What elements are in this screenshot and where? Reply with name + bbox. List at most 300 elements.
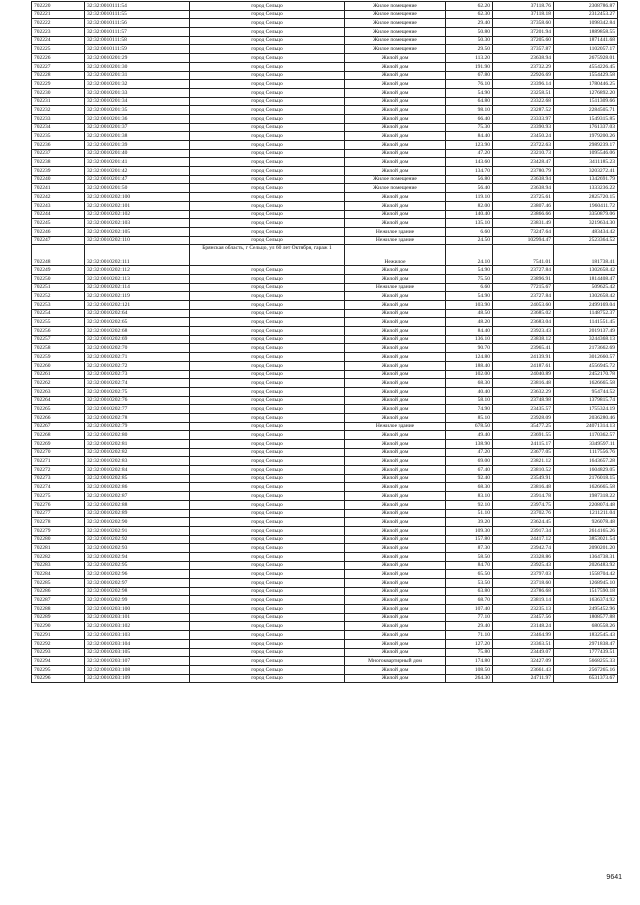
cell-row-number: 702285	[32, 579, 85, 588]
cell-object-type: Жилой дом	[345, 561, 446, 570]
cell-area: 143.60	[446, 158, 493, 167]
cell-cadastral-number: 32:32:0010203:105	[85, 648, 190, 657]
cell-cadastral-number: 32:32:0010202:96	[85, 570, 190, 579]
cell-object-type: Жилой дом	[345, 622, 446, 631]
cell-address: город Сельцо	[190, 71, 345, 80]
cell-cadastral-number: 32:32:0010202:69	[85, 335, 190, 344]
cell-address: город Сельцо	[190, 353, 345, 362]
cell-address: город Сельцо	[190, 292, 345, 301]
cell-unit-value: 23786.68	[493, 587, 554, 596]
cell-row-number: 702247	[32, 236, 85, 245]
table-row	[32, 28, 618, 37]
cell-cadastral-value: 1511309.66	[554, 97, 618, 106]
cell-object-type: Жилой дом	[345, 141, 446, 150]
cell-cadastral-value: 680558.26	[554, 622, 618, 631]
cell-cadastral-value: 24071314.13	[554, 422, 618, 431]
table-row	[32, 370, 618, 379]
cell-address: город Сельцо	[190, 36, 345, 45]
cell-object-type: Жилой дом	[345, 88, 446, 97]
cell-area: 140.40	[446, 210, 493, 219]
cell-area: 56.80	[446, 175, 493, 184]
cell-area: 29.40	[446, 19, 493, 28]
cell-cadastral-value: 3219634.30	[554, 219, 618, 228]
cell-cadastral-value: 1342691.79	[554, 175, 618, 184]
cell-address: город Сельцо	[190, 500, 345, 509]
cell-cadastral-value: 1987318.22	[554, 492, 618, 501]
cell-object-type: Жилой дом	[345, 674, 446, 683]
cell-address: город Сельцо	[190, 396, 345, 405]
cell-cadastral-value: 509625.42	[554, 283, 618, 292]
cell-unit-value: 23632.29	[493, 387, 554, 396]
cell-address: город Сельцо	[190, 301, 345, 310]
table-row	[32, 210, 618, 219]
cell-unit-value: 23258.51	[493, 88, 554, 97]
cell-unit-value: 23287.52	[493, 106, 554, 115]
cell-area: 92.40	[446, 474, 493, 483]
cell-object-type: Жилое помещение	[345, 10, 446, 19]
cell-area: 65.50	[446, 570, 493, 579]
cell-cadastral-value: 3244368.13	[554, 335, 618, 344]
cell-object-type: Жилой дом	[345, 335, 446, 344]
cell-unit-value: 23328.86	[493, 552, 554, 561]
cell-row-number: 702273	[32, 474, 85, 483]
cell-unit-value: 23727.84	[493, 292, 554, 301]
cell-object-type: Жилой дом	[345, 318, 446, 327]
cell-address: город Сельцо	[190, 561, 345, 570]
cell-address: город Сельцо	[190, 518, 345, 527]
cell-area: 134.70	[446, 167, 493, 176]
table-row	[32, 570, 618, 579]
table-row	[32, 648, 618, 657]
cell-cadastral-number: 32:32:0010202:64	[85, 309, 190, 318]
cell-address: город Сельцо	[190, 579, 345, 588]
cell-address: город Сельцо	[190, 2, 345, 11]
cell-area: 47.20	[446, 448, 493, 457]
table-row	[32, 88, 618, 97]
cell-object-type: Жилой дом	[345, 613, 446, 622]
cell-unit-value: 23838.12	[493, 335, 554, 344]
cell-address: город Сельцо	[190, 413, 345, 422]
cell-unit-value: 32427.09	[493, 657, 554, 666]
cell-object-type: Жилой дом	[345, 474, 446, 483]
cell-unit-value: 77215.67	[493, 283, 554, 292]
cell-area: 6.60	[446, 227, 493, 236]
cell-unit-value: 23428.47	[493, 158, 554, 167]
cell-object-type: Многоквартирный дом	[345, 657, 446, 666]
table-row	[32, 587, 618, 596]
cell-address: город Сельцо	[190, 175, 345, 184]
cell-cadastral-number: 32:32:0010202:100	[85, 193, 190, 202]
cell-unit-value: 23685.02	[493, 309, 554, 318]
table-row	[32, 36, 618, 45]
table-row	[32, 158, 618, 167]
cell-area: 84.70	[446, 561, 493, 570]
cell-address: город Сельцо	[190, 526, 345, 535]
cell-area: 6.60	[446, 283, 493, 292]
cell-area: 102.00	[446, 370, 493, 379]
cell-area: 76.10	[446, 80, 493, 89]
cell-row-number: 702242	[32, 193, 85, 202]
table-row	[32, 379, 618, 388]
cell-cadastral-number: 32:32:0010202:103	[85, 219, 190, 228]
cell-unit-value: 23797.03	[493, 570, 554, 579]
cell-row-number: 702250	[32, 274, 85, 283]
table-row	[32, 674, 618, 683]
cell-row-number: 702251	[32, 283, 85, 292]
cell-row-number: 702234	[32, 123, 85, 132]
cell-row-number: 702272	[32, 466, 85, 475]
table-row	[32, 292, 618, 301]
cell-area: 67.80	[446, 71, 493, 80]
cell-area: 67.40	[446, 466, 493, 475]
cell-cadastral-number: 32:32:0010202:90	[85, 518, 190, 527]
cell-row-number: 702289	[32, 613, 85, 622]
cell-object-type: Жилой дом	[345, 483, 446, 492]
cell-object-type: Жилой дом	[345, 327, 446, 336]
cell-unit-value: 37357.87	[493, 45, 554, 54]
cell-cadastral-number: 32:32:0010111:58	[85, 36, 190, 45]
table-row	[32, 500, 618, 509]
cell-row-number: 702274	[32, 483, 85, 492]
table-row	[32, 318, 618, 327]
cell-object-type: Жилой дом	[345, 448, 446, 457]
cell-cadastral-value: 1302658.42	[554, 266, 618, 275]
cell-cadastral-number: 32:32:0010202:73	[85, 370, 190, 379]
cell-row-number: 702224	[32, 36, 85, 45]
cell-object-type: Жилое помещение	[345, 2, 446, 11]
cell-row-number: 702283	[32, 561, 85, 570]
cell-address: город Сельцо	[190, 327, 345, 336]
cell-cadastral-number: 32:32:0010201:42	[85, 167, 190, 176]
cell-address: город Сельцо	[190, 141, 345, 150]
cell-unit-value: 23449.07	[493, 648, 554, 657]
cell-unit-value: 23819.14	[493, 596, 554, 605]
cell-address: город Сельцо	[190, 106, 345, 115]
cell-cadastral-value: 2523364.52	[554, 236, 618, 245]
cell-cadastral-number: 32:32:0010202:97	[85, 579, 190, 588]
table-row	[32, 283, 618, 292]
cell-row-number: 702248	[32, 245, 85, 266]
cell-unit-value: 23725.61	[493, 193, 554, 202]
cell-address: город Сельцо	[190, 266, 345, 275]
cell-area: 119.10	[446, 193, 493, 202]
cell-cadastral-number: 32:32:0010202:114	[85, 283, 190, 292]
cell-cadastral-value: 1117556.76	[554, 448, 618, 457]
cell-cadastral-number: 32:32:0010203:107	[85, 657, 190, 666]
table-row	[32, 509, 618, 518]
cell-cadastral-value: 1761337.03	[554, 123, 618, 132]
cell-cadastral-number: 32:32:0010203:108	[85, 665, 190, 674]
table-row	[32, 631, 618, 640]
cell-cadastral-value: 954744.52	[554, 387, 618, 396]
cell-address: город Сельцо	[190, 466, 345, 475]
cell-row-number: 702268	[32, 431, 85, 440]
cell-area: 54.90	[446, 292, 493, 301]
cell-row-number: 702293	[32, 648, 85, 657]
cell-area: 54.90	[446, 266, 493, 275]
cell-cadastral-number: 32:32:0010201:29	[85, 54, 190, 63]
cell-cadastral-value: 3350879.06	[554, 210, 618, 219]
cell-object-type: Нежилое здание	[345, 227, 446, 236]
cell-area: 50.80	[446, 28, 493, 37]
cell-address: город Сельцо	[190, 379, 345, 388]
cell-row-number: 702239	[32, 167, 85, 176]
cell-area: 84.40	[446, 327, 493, 336]
cell-unit-value: 35477.25	[493, 422, 554, 431]
cell-address: город Сельцо	[190, 570, 345, 579]
cell-area: 113.20	[446, 54, 493, 63]
cell-unit-value: 23549.91	[493, 474, 554, 483]
cell-object-type: Жилой дом	[345, 344, 446, 353]
cell-area: 40.40	[446, 387, 493, 396]
table-body	[32, 2, 618, 683]
cell-row-number: 702265	[32, 405, 85, 414]
cell-address: город Сельцо	[190, 605, 345, 614]
cell-area: 24.50	[446, 236, 493, 245]
cell-area: 108.50	[446, 665, 493, 674]
cell-unit-value: 23965.41	[493, 344, 554, 353]
cell-row-number: 702256	[32, 327, 85, 336]
cell-unit-value: 23322.68	[493, 97, 554, 106]
cell-object-type: Жилой дом	[345, 639, 446, 648]
cell-object-type: Нежилое здание	[345, 236, 446, 245]
cell-cadastral-number: 32:32:0010202:72	[85, 361, 190, 370]
cell-area: 75.50	[446, 274, 493, 283]
table-row	[32, 201, 618, 210]
cell-unit-value: 23727.84	[493, 266, 554, 275]
cell-object-type: Жилой дом	[345, 71, 446, 80]
cell-area: 24.10	[446, 245, 493, 266]
cell-row-number: 702261	[32, 370, 85, 379]
table-row	[32, 309, 618, 318]
cell-area: 82.00	[446, 201, 493, 210]
cell-object-type: Жилое помещение	[345, 19, 446, 28]
cell-unit-value: 23677.05	[493, 448, 554, 457]
cadastral-value-table	[31, 1, 618, 683]
cell-object-type: Жилой дом	[345, 266, 446, 275]
cell-unit-value: 37118.76	[493, 2, 554, 11]
cell-address: город Сельцо	[190, 19, 345, 28]
table-row	[32, 167, 618, 176]
table-row	[32, 561, 618, 570]
cell-cadastral-value: 1141551.45	[554, 318, 618, 327]
cell-cadastral-number: 32:32:0010202:85	[85, 474, 190, 483]
cell-cadastral-number: 32:32:0010202:101	[85, 201, 190, 210]
cell-address: город Сельцо	[190, 648, 345, 657]
cell-object-type: Жилой дом	[345, 370, 446, 379]
cell-cadastral-number: 32:32:0010203:102	[85, 622, 190, 631]
cell-address: город Сельцо	[190, 193, 345, 202]
cell-unit-value: 22926.69	[493, 71, 554, 80]
cell-address: город Сельцо	[190, 62, 345, 71]
cell-object-type: Жилой дом	[345, 292, 446, 301]
cell-cadastral-value: 1098342.84	[554, 19, 618, 28]
cell-object-type: Жилой дом	[345, 587, 446, 596]
cell-object-type: Жилой дом	[345, 665, 446, 674]
cell-address: город Сельцо	[190, 448, 345, 457]
cell-unit-value: 23638.94	[493, 175, 554, 184]
cell-row-number: 702249	[32, 266, 85, 275]
table-row	[32, 193, 618, 202]
cell-area: 48.50	[446, 309, 493, 318]
cell-cadastral-value: 2614165.26	[554, 526, 618, 535]
cell-row-number: 702267	[32, 422, 85, 431]
cell-unit-value: 24187.61	[493, 361, 554, 370]
cell-cadastral-value: 2312453.27	[554, 10, 618, 19]
cell-object-type: Жилой дом	[345, 500, 446, 509]
cell-cadastral-value: 926078.48	[554, 518, 618, 527]
cell-area: 29.50	[446, 45, 493, 54]
cell-unit-value: 23638.94	[493, 184, 554, 193]
cell-cadastral-value: 1979200.26	[554, 132, 618, 141]
cell-row-number: 702286	[32, 587, 85, 596]
cell-object-type: Жилой дом	[345, 54, 446, 63]
cell-unit-value: 23210.73	[493, 149, 554, 158]
cell-row-number: 702264	[32, 396, 85, 405]
cell-address: город Сельцо	[190, 132, 345, 141]
cell-address: город Сельцо	[190, 201, 345, 210]
cell-object-type: Жилой дом	[345, 526, 446, 535]
cell-object-type: Жилой дом	[345, 492, 446, 501]
cell-row-number: 702223	[32, 28, 85, 37]
cell-row-number: 702287	[32, 596, 85, 605]
cell-unit-value: 37205.60	[493, 36, 554, 45]
cell-unit-value: 23780.79	[493, 167, 554, 176]
cell-area: 58.50	[446, 552, 493, 561]
cell-cadastral-number: 32:32:0010111:55	[85, 10, 190, 19]
cell-area: 63.80	[446, 587, 493, 596]
cell-cadastral-value: 1379815.74	[554, 396, 618, 405]
cell-area: 678.50	[446, 422, 493, 431]
cell-row-number: 702236	[32, 141, 85, 150]
cell-unit-value: 23435.57	[493, 405, 554, 414]
cell-area: 92.10	[446, 500, 493, 509]
cell-object-type: Жилое помещение	[345, 45, 446, 54]
cell-row-number: 702259	[32, 353, 85, 362]
cell-row-number: 702254	[32, 309, 85, 318]
cell-object-type: Жилой дом	[345, 80, 446, 89]
cell-area: 66.40	[446, 114, 493, 123]
cell-unit-value: 23390.93	[493, 123, 554, 132]
cell-unit-value: 23816.48	[493, 379, 554, 388]
cell-cadastral-number: 32:32:0010201:30	[85, 62, 190, 71]
table-row	[32, 10, 618, 19]
cell-cadastral-value: 1549315.85	[554, 114, 618, 123]
cell-cadastral-value: 5668255.33	[554, 657, 618, 666]
table-row	[32, 219, 618, 228]
cell-address: город Сельцо	[190, 631, 345, 640]
page-number: 9641	[606, 874, 622, 881]
cell-cadastral-value: 483434.42	[554, 227, 618, 236]
cell-cadastral-number: 32:32:0010202:92	[85, 535, 190, 544]
table-row	[32, 474, 618, 483]
cell-cadastral-value: 3411185.23	[554, 158, 618, 167]
table-row	[32, 405, 618, 414]
cell-area: 53.50	[446, 579, 493, 588]
table-row	[32, 396, 618, 405]
cell-unit-value: 23235.13	[493, 605, 554, 614]
cell-address: город Сельцо	[190, 114, 345, 123]
cell-cadastral-value: 2173662.69	[554, 344, 618, 353]
cell-unit-value: 23896.91	[493, 274, 554, 283]
cell-unit-value: 23831.49	[493, 219, 554, 228]
cell-unit-value: 23363.51	[493, 639, 554, 648]
cell-row-number: 702240	[32, 175, 85, 184]
cell-area: 64.80	[446, 97, 493, 106]
cell-cadastral-value: 1148752.37	[554, 309, 618, 318]
cell-address: город Сельцо	[190, 28, 345, 37]
table-row	[32, 605, 618, 614]
cell-object-type: Жилой дом	[345, 605, 446, 614]
cell-cadastral-number: 32:32:0010111:59	[85, 45, 190, 54]
cell-cadastral-number: 32:32:0010202:84	[85, 466, 190, 475]
cell-row-number: 702263	[32, 387, 85, 396]
cell-cadastral-number: 32:32:0010201:41	[85, 158, 190, 167]
table-row	[32, 344, 618, 353]
cell-cadastral-value: 2036280.46	[554, 413, 618, 422]
cell-row-number: 702258	[32, 344, 85, 353]
cell-address: город Сельцо	[190, 283, 345, 292]
cell-row-number: 702237	[32, 149, 85, 158]
cell-unit-value: 23396.14	[493, 80, 554, 89]
cell-cadastral-value: 3012660.57	[554, 353, 618, 362]
cell-cadastral-value: 3853021.54	[554, 535, 618, 544]
cell-cadastral-number: 32:32:0010202:105	[85, 227, 190, 236]
cell-cadastral-value: 1517590.18	[554, 587, 618, 596]
cell-cadastral-number: 32:32:0010202:82	[85, 448, 190, 457]
cell-area: 75.30	[446, 123, 493, 132]
cell-address: город Сельцо	[190, 622, 345, 631]
cell-address: город Сельцо	[190, 123, 345, 132]
cell-address: город Сельцо	[190, 422, 345, 431]
cell-row-number: 702260	[32, 361, 85, 370]
cell-row-number: 702280	[32, 535, 85, 544]
cell-object-type: Жилой дом	[345, 114, 446, 123]
cell-cadastral-number: 32:32:0010202:119	[85, 292, 190, 301]
cell-row-number: 702294	[32, 657, 85, 666]
cell-cadastral-value: 2019137.49	[554, 327, 618, 336]
cell-row-number: 702235	[32, 132, 85, 141]
cell-area: 264.30	[446, 674, 493, 683]
table-row	[32, 526, 618, 535]
cell-object-type: Жилой дом	[345, 274, 446, 283]
cell-cadastral-number: 32:32:0010202:91	[85, 526, 190, 535]
cell-cadastral-number: 32:32:0010202:77	[85, 405, 190, 414]
cell-address: город Сельцо	[190, 361, 345, 370]
table-row	[32, 97, 618, 106]
cell-object-type: Жилой дом	[345, 123, 446, 132]
cell-address: Брянская область, г Сельцо, ул 60 лет Октября, гараж 1	[190, 245, 345, 266]
cell-cadastral-number: 32:32:0010202:95	[85, 561, 190, 570]
cell-cadastral-value: 1211211.04	[554, 509, 618, 518]
table-row	[32, 552, 618, 561]
cell-row-number: 702222	[32, 19, 85, 28]
cell-address: город Сельцо	[190, 167, 345, 176]
cell-cadastral-number: 32:32:0010202:70	[85, 344, 190, 353]
cell-unit-value: 24040.89	[493, 370, 554, 379]
cell-cadastral-number: 32:32:0010202:68	[85, 327, 190, 336]
cell-cadastral-value: 1626665.58	[554, 483, 618, 492]
cell-row-number: 702262	[32, 379, 85, 388]
table-row	[32, 413, 618, 422]
cell-cadastral-value: 4554226.45	[554, 62, 618, 71]
cell-address: город Сельцо	[190, 158, 345, 167]
cell-row-number: 702271	[32, 457, 85, 466]
cell-unit-value: 23732.29	[493, 62, 554, 71]
cell-row-number: 702291	[32, 631, 85, 640]
cell-object-type: Жилой дом	[345, 579, 446, 588]
cell-row-number: 702228	[32, 71, 85, 80]
